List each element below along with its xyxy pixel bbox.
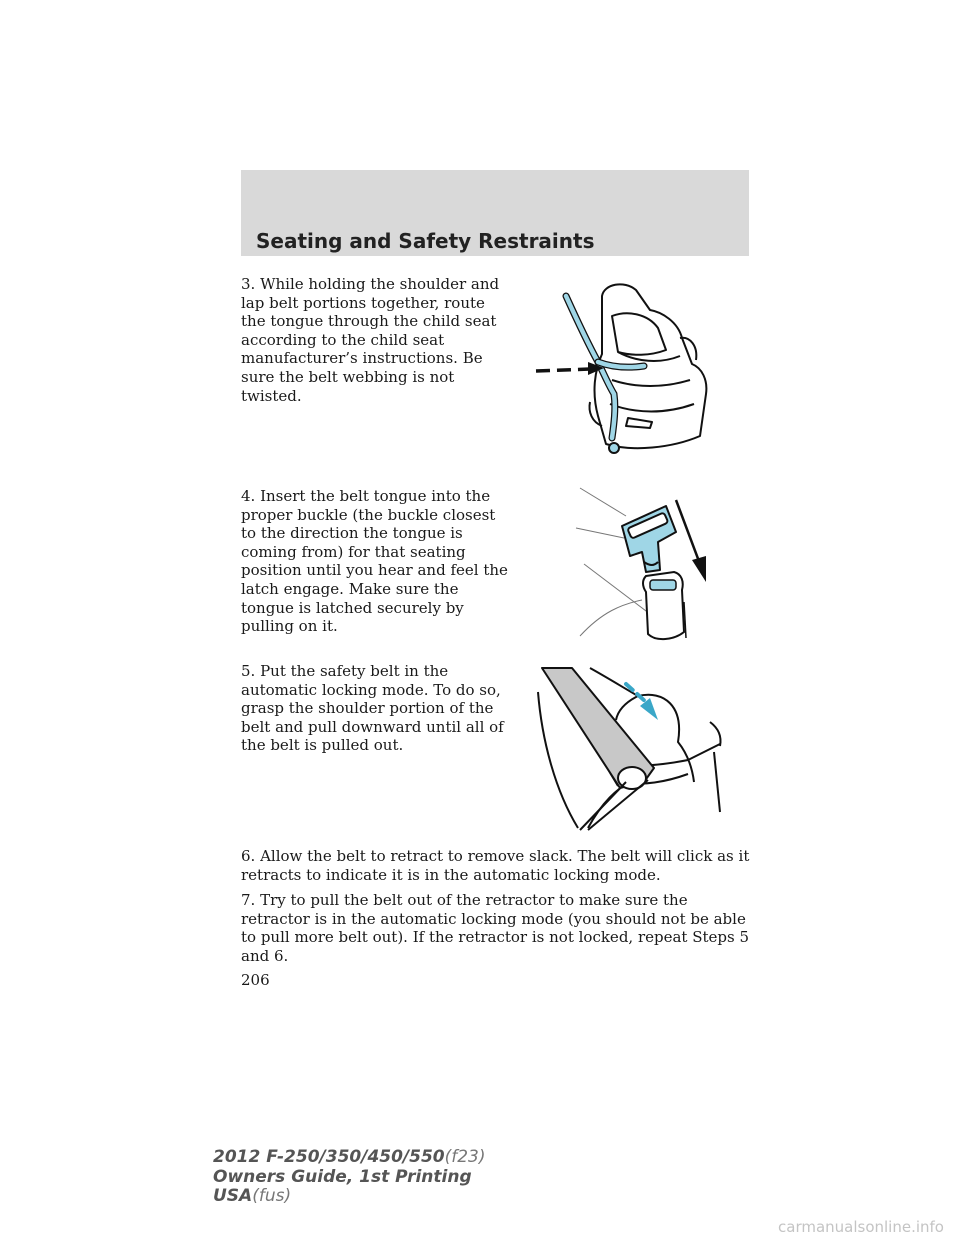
document-footer bbox=[213, 1148, 486, 1207]
buckle-latch-illustration bbox=[562, 482, 722, 642]
footer-line-3 bbox=[213, 1187, 486, 1207]
section-title: Seating and Safety Restraints bbox=[256, 229, 595, 253]
footer-line-1 bbox=[213, 1148, 486, 1168]
footer-line-2: Owners Guide, 1st Printing bbox=[213, 1166, 472, 1187]
shoulder-belt-pull-illustration bbox=[528, 662, 728, 832]
step-5-text: 5. Put the safety belt in the automatic locking mode. To do so, grasp the shoulder portion of the belt and pull downward until all of the belt is pulled out. bbox=[241, 662, 504, 755]
step-7-text: 7. Try to pull the belt out of the retractor to make sure the retractor is in the automatic locking mode (you should not be able to pull more belt out). If the retractor is not locked, repeat Steps 5 and 6. bbox=[241, 891, 750, 965]
footer-model: 2012 F-250/350/450/550 bbox=[213, 1147, 445, 1167]
step-4-text: 4. Insert the belt tongue into the proper buckle (the buckle closest to the direction the tongue is coming from) for that seating position until you hear and feel the latch engage. Make sure the tongue is latched securely by pulling on it. bbox=[241, 487, 508, 636]
step-6-text: 6. Allow the belt to retract to remove slack. The belt will click as it retracts to indicate it is in the automatic locking mode. bbox=[241, 847, 750, 884]
page-number: 206 bbox=[241, 971, 270, 989]
child-seat-belt-routing-illustration bbox=[532, 276, 732, 466]
watermark-link[interactable]: carmanualsonline.info bbox=[778, 1218, 944, 1236]
step-3-text: 3. While holding the shoulder and lap belt portions together, route the tongue through the child seat according to the child seat manufacturer’s instructions. Be sure the belt webbing is not twisted. bbox=[241, 275, 500, 405]
footer-model-code: (f23) bbox=[444, 1147, 486, 1167]
footer-market-code: (fus) bbox=[252, 1186, 292, 1206]
footer-market: USA bbox=[213, 1186, 253, 1206]
